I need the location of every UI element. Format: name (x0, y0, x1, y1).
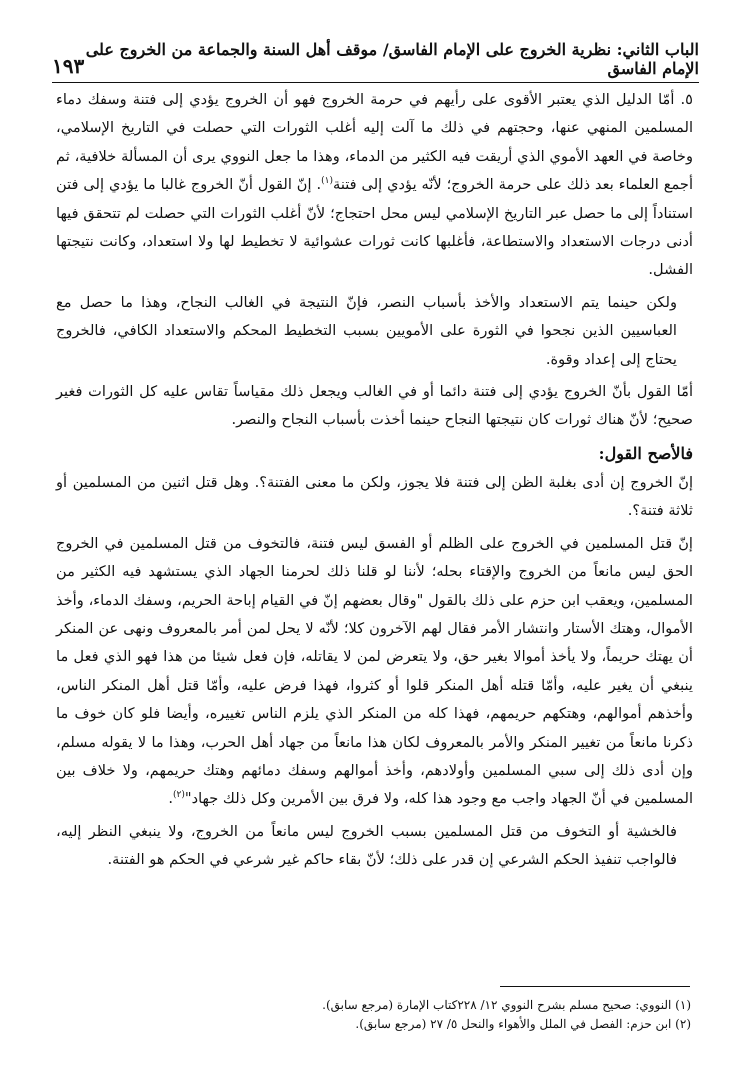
footnote-ref-1[interactable]: (١) (321, 176, 334, 187)
paragraph-text: إنّ قتل المسلمين في الخروج على الظلم أو الفسق ليس فتنة، فالتخوف من قتل المسلمين في الخروج الحق ليس مانعاً من الخروج والإقتاء بحله؛ لأننا لو قلنا ذلك لحرمنا الجهاد الذي يستشهد فيه الكثير من المسلمين، ويعقب ابن حزم على ذلك بالقول "وقال بعضهم إنّ في القيام إباحة الحريم، وسفك الدماء، وأخذ الأموال، وهتك الأستار وانتشار الأمر فقال لهم الآخرون كلا؛ لأنّه لا يحل لمن أمر بالمعروف ونهى عن المنكر أن يهتك حريماً، ولا يأخذ أموالا بغير حق، ولا يتعرض لمن لا يقاتله، فإن فعل شيئا من هذا فهو الذي فعل ما ينبغي أن يغير عليه، وأمّا قتله أهل المنكر قلوا أو كثروا، فهذا فرض عليه، وأمّا قتل أهل المنكر الناس، وأخذهم أموالهم، وهتكهم حريمهم، فهذا كله من المنكر الذي يلزم الناس تغييره، وأيضا فلو كان خوف ما ذكرنا مانعاً من تغيير المنكر والأمر بالمعروف لكان هذا مانعاً من جهاد أهل الحرب، وهذا ما لا يقوله مسلم، وإن أدى ذلك إلى سبي المسلمين وأولادهم، وأخذ أموالهم وسفك دمائهم وهتك حريمهم، ولا خلاف بين المسلمين في أنّ الجهاد واجب مع وجود هذا كله، ولا فرق بين الأمرين وكل ذلك جهاد" (56, 534, 693, 808)
paragraph-text: . إنّ القول أنّ الخروج غالبا ما يؤدي إلى فتن استناداً إلى ما حصل عبر التاريخ الإسلامي ليس محل احتجاج؛ لأنّ أغلب الثورات التي حصلت لم تتحقق فيها أدنى درجات الاستعداد والاستطاعة، فأغلبها كانت ثورات عشوائية لا تخطيط لها ولا استعداد، وكانت نتيجتها الفشل. (56, 176, 693, 279)
main-text (56, 86, 693, 879)
paragraph: ولكن حينما يتم الاستعداد والأخذ بأسباب النصر، فإنّ النتيجة في الغالب النجاح، وهذا ما حصل مع العباسيين الذين نجحوا في الثورة على الأمويين بسبب التخطيط المحكم والاستعداد الكافي، فالخروج يحتاج إلى إعداد وقوة. (56, 293, 677, 368)
paragraph-quote (56, 530, 693, 814)
running-header (52, 40, 699, 83)
footnote-2: (٢) ابن حزم: الفصل في الملل والأهواء والنحل ٥/ ٢٧ (مرجع سابق). (355, 1017, 691, 1031)
paragraph-text: ٥. أمّا الدليل الذي يعتبر الأقوى على رأيهم في حرمة الخروج فهو أن الخروج يؤدي إلى فتنة وسفك دماء المسلمين المنهي عنها، وحجتهم في ذلك ما آلت إليه أغلب الثورات التي حصلت في التاريخ الإسلامي، وخاصة في العهد الأموي الذي أريقت فيه الكثير من الدماء، وهذا ما جعل النووي يرى أن المسألة خلافية، ثم أجمع العلماء بعد ذلك على حرمة الخروج؛ لأنّه يؤدي إلى فتنة (56, 91, 693, 194)
paragraph: فالخشية أو التخوف من قتل المسلمين بسبب الخروج ليس مانعاً من الخروج، ولا ينبغي النظر إليه، فالواجب تنفيذ الحكم الشرعي إن قدر على ذلك؛ لأنّ بقاء حاكم غير شرعي في الحكم هو الفتنة. (56, 822, 677, 869)
chapter-title: الباب الثاني: نظرية الخروج على الإمام الفاسق/ موقف أهل السنة والجماعة من الخروج على الإمام الفاسق (85, 40, 699, 78)
footnote-1: (١) النووي: صحيح مسلم بشرح النووي ١٢/ ٢٢٨كتاب الإمارة (مرجع سابق). (322, 998, 691, 1012)
section-heading: فالأصح القول: (598, 443, 693, 463)
paragraph: إنّ الخروج إن أدى بغلبة الظن إلى فتنة فلا يجوز، ولكن ما معنى الفتنة؟. وهل قتل اثنين من المسلمين أو ثلاثة فتنة؟. (56, 473, 693, 520)
page-number: ١٩٣ (52, 54, 85, 78)
footnote-divider (500, 986, 690, 987)
footnotes (160, 996, 691, 1034)
footnote-ref-2[interactable]: (٢) (173, 790, 185, 801)
paragraph-5 (56, 86, 693, 285)
paragraph-text: . (168, 790, 174, 808)
paragraph: أمّا القول بأنّ الخروج يؤدي إلى فتنة دائما أو في الغالب ويجعل ذلك مقياساً تقاس عليه كل الثورات فغير صحيح؛ لأنّ هناك ثورات كان نتيجتها النجاح حينما أخذت بأسباب النجاح والنصر. (56, 383, 693, 429)
